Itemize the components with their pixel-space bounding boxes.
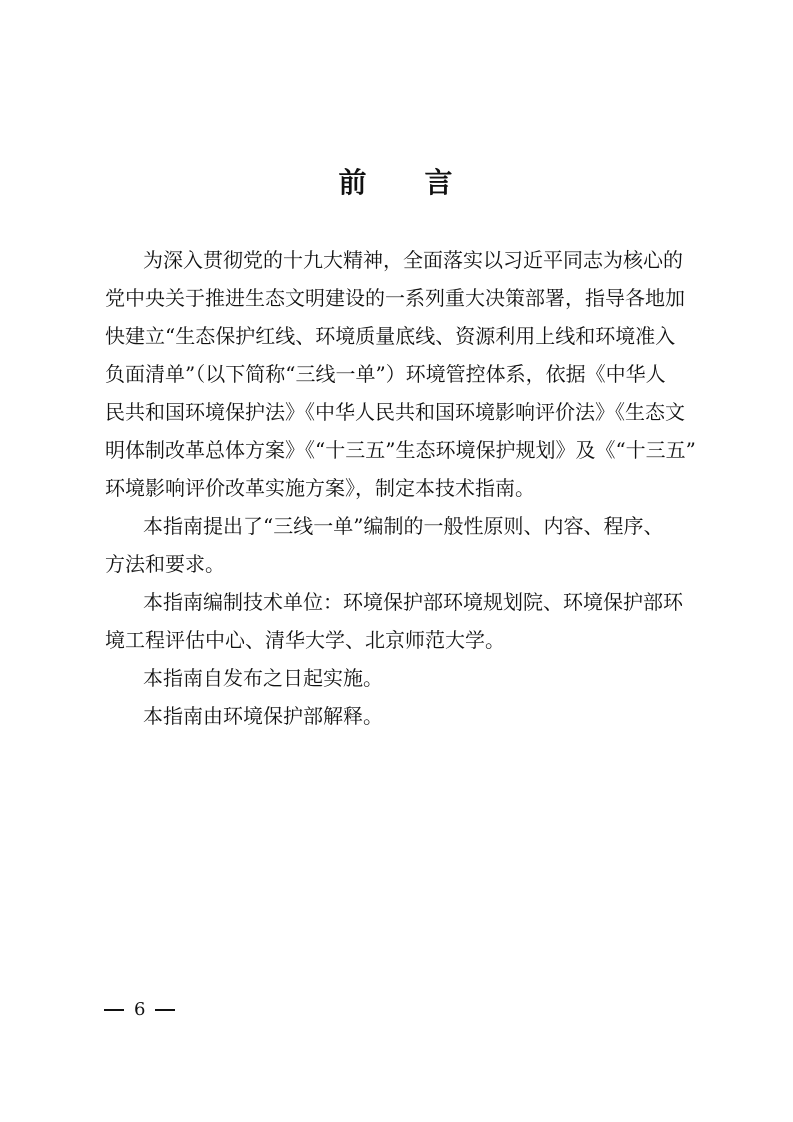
paragraph-3-line-2: 境工程评估中心、清华大学、北京师范大学。 <box>105 628 505 652</box>
paragraph-1-line-5: 民共和国环境保护法》《中华人民共和国环境影响评价法》《生态文 <box>105 400 685 424</box>
preface-body <box>105 241 697 735</box>
paragraph-4-line-1: 本指南自发布之日起实施。 <box>143 666 383 690</box>
title-char-1: 前 <box>338 166 369 199</box>
page-number: 6 <box>134 999 146 1020</box>
paragraph-2-line-1: 本指南提出了“三线一单”编制的一般性原则、内容、程序、 <box>143 514 664 538</box>
paragraph-1-line-3: 快建立“生态保护红线、环境质量底线、资源利用上线和环境准入 <box>105 324 676 348</box>
paragraph-1-line-6: 明体制改革总体方案》《“十三五”生态环境保护规划》及《“十三五” <box>105 438 696 462</box>
page-footer <box>104 996 175 1024</box>
page-title <box>0 163 793 203</box>
dash-right-icon <box>155 1009 175 1011</box>
paragraph-5-line-1: 本指南由环境保护部解释。 <box>143 704 383 728</box>
paragraph-1-line-2: 党中央关于推进生态文明建设的一系列重大决策部署，指导各地加 <box>105 286 685 310</box>
paragraph-2-line-2: 方法和要求。 <box>105 552 225 576</box>
dash-left-icon <box>104 1009 124 1011</box>
paragraph-1-line-4: 负面清单”（以下简称“三线一单”）环境管控体系，依据《中华人 <box>105 362 666 386</box>
title-char-2: 言 <box>424 166 455 199</box>
paragraph-1-line-7: 环境影响评价改革实施方案》，制定本技术指南。 <box>105 476 535 500</box>
paragraph-3-line-1: 本指南编制技术单位：环境保护部环境规划院、环境保护部环 <box>143 590 683 614</box>
paragraph-1-line-1: 为深入贯彻党的十九大精神，全面落实以习近平同志为核心的 <box>143 248 683 272</box>
